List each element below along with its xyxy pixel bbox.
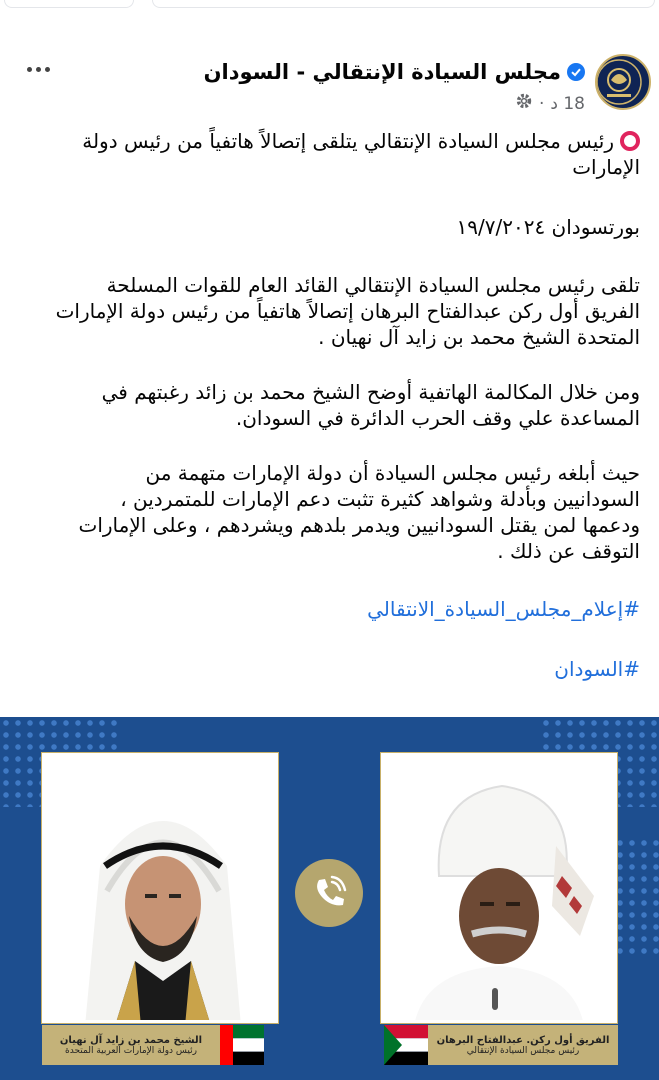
paragraph-3-line2: السودانيين وبأدلة وشواهد كثيرة تثبت دعم الإمارات للمتمردين ، <box>120 487 640 511</box>
meta-separator: · <box>538 93 545 114</box>
red-circle-emoji-icon <box>620 131 640 151</box>
paragraph-1-line2: الفريق أول ركن عبدالفتاح البرهان إتصالاً هاتفياً من رئيس دولة الإمارات <box>55 299 640 323</box>
paragraph-1-line1: تلقى رئيس مجلس السيادة الإنتقالي القائد العام للقوات المسلحة <box>106 273 640 297</box>
top-strip <box>0 0 659 12</box>
page-name-text: مجلس السيادة الإنتقالي - السودان <box>203 60 561 84</box>
top-tab-right <box>152 0 655 8</box>
hashtag-link-2[interactable]: #السودان <box>554 657 640 681</box>
caption-right <box>428 1025 618 1065</box>
caption-right-title: رئيس مجلس السيادة الإنتقالي <box>466 1045 580 1056</box>
post-header <box>0 44 659 124</box>
caption-right-name: الفريق أول ركن. عبدالفتاح البرهان <box>436 1034 610 1046</box>
post-body <box>18 128 640 682</box>
page-avatar[interactable] <box>595 54 651 110</box>
more-options-icon[interactable] <box>22 62 50 76</box>
emblem-icon <box>595 56 649 110</box>
page-name[interactable] <box>204 60 585 84</box>
portrait-left-illustration <box>45 756 278 1023</box>
paragraph-2-line1: ومن خلال المكالمة الهاتفية أوضح الشيخ محمد بن زائد رغبتهم في <box>101 380 640 404</box>
paragraph-3-line1: حيث أبلغه رئيس مجلس السيادة أن دولة الإمارات متهمة من <box>145 461 640 485</box>
paragraph-1-line3: المتحدة الشيخ محمد بن زايد آل نهيان . <box>318 325 640 349</box>
post-dateline: بورتسودان ١٩/٧/٢٠٢٤ <box>456 215 640 239</box>
caption-left <box>42 1025 220 1065</box>
portrait-right-illustration <box>384 756 617 1023</box>
gear-icon[interactable] <box>515 92 533 115</box>
verified-badge-icon <box>567 63 585 81</box>
hashtag-link-1[interactable]: #إعلام_مجلس_السيادة_الانتقالي <box>367 597 640 621</box>
caption-left-title: رئيس دولة الإمارات العربية المتحدة <box>65 1045 197 1056</box>
post-image[interactable] <box>0 717 659 1080</box>
paragraph-3-line4: التوقف عن ذلك . <box>497 539 640 563</box>
post-meta <box>515 92 585 115</box>
portrait-right <box>381 753 617 1023</box>
post-time[interactable]: 18 د <box>550 93 585 114</box>
uae-flag-icon <box>220 1025 264 1065</box>
post-title-line1: رئيس مجلس السيادة الإنتقالي يتلقى إتصالاً هاتفياً من رئيس دولة <box>18 128 640 154</box>
portrait-left <box>42 753 278 1023</box>
caption-left-name: الشيخ محمد بن زايد آل نهيان <box>59 1034 203 1046</box>
phone-call-icon <box>295 859 363 927</box>
top-tab-left <box>4 0 134 8</box>
sudan-flag-icon <box>384 1025 428 1065</box>
paragraph-3-line3: ودعمها لمن يقتل السودانيين ويدمر بلدهم ويشردهم ، وعلى الإمارات <box>78 513 640 537</box>
paragraph-2-line2: المساعدة علي وقف الحرب الدائرة في السودان. <box>235 406 640 430</box>
post-title-line2: الإمارات <box>572 155 640 179</box>
